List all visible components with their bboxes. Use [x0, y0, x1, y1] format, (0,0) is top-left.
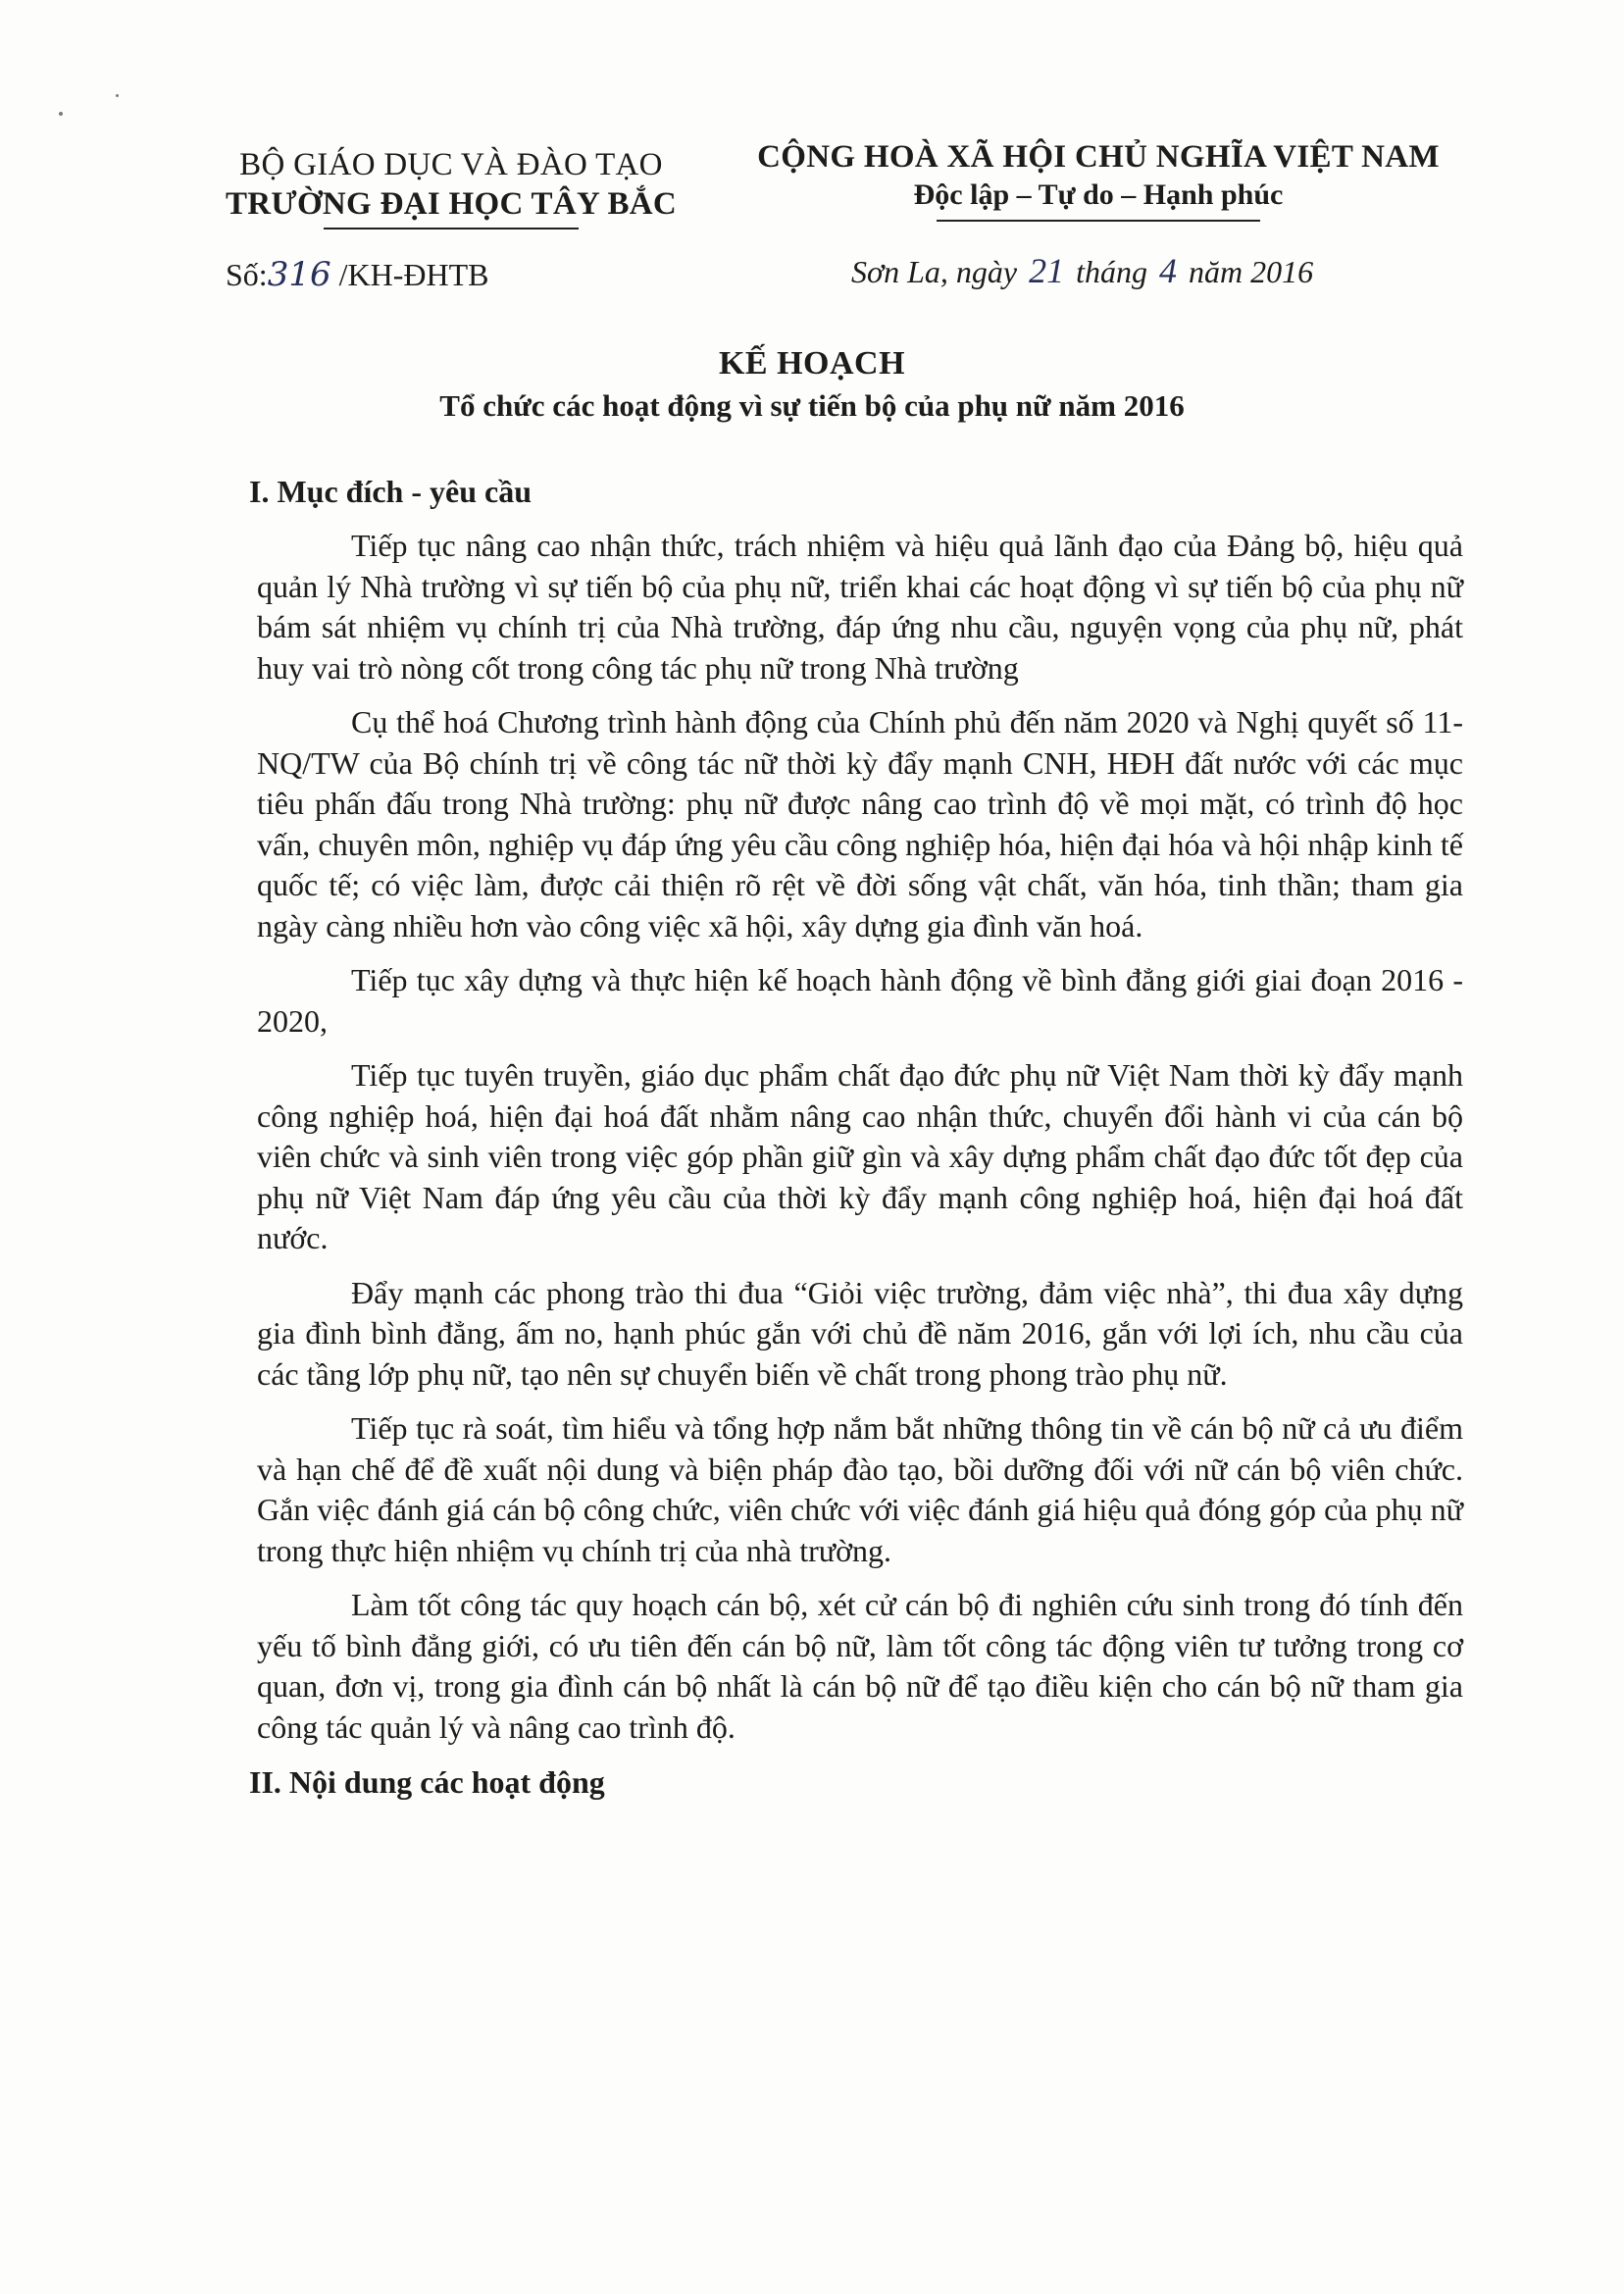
section-heading-2: II. Nội dung các hoạt động	[249, 1764, 605, 1800]
paragraph: Tiếp tục nâng cao nhận thức, trách nhiệm và hiệu quả lãnh đạo của Đảng bộ, hiệu quả quản lý Nhà trường vì sự tiến bộ của phụ nữ, triển khai các hoạt động vì sự tiến bộ của phụ nữ bám sát nhiệm vụ chính trị của Nhà trường, đáp ứng nhu cầu, nguyện vọng của phụ nữ, phát huy vai trò nòng cốt trong công tác phụ nữ trong Nhà trường	[257, 528, 1463, 686]
ministry-name: BỘ GIÁO DỤC VÀ ĐÀO TẠO	[239, 147, 663, 182]
paragraph: Cụ thể hoá Chương trình hành động của Chính phủ đến năm 2020 và Nghị quyết số 11-NQ/TW của Bộ chính trị về công tác nữ thời kỳ đẩy mạnh CNH, HĐH đất nước với các mục tiêu phấn đấu trong Nhà trường: phụ nữ được nâng cao trình độ về mọi mặt, có trình độ học vấn, chuyên môn, nghiệp vụ đáp ứng yêu cầu công nghiệp hóa, hiện đại hóa và hội nhập kinh tế quốc tế; có việc làm, được cải thiện rõ rệt về đời sống vật chất, văn hóa, tinh thần; tham gia ngày càng nhiều hơn vào công việc xã hội, xây dựng gia đình văn hoá.	[257, 704, 1463, 943]
scan-speck	[116, 94, 119, 97]
place-prefix: Sơn La, ngày	[851, 254, 1026, 289]
paragraph: Đẩy mạnh các phong trào thi đua “Giỏi việc trường, đảm việc nhà”, thi đua xây dựng gia đình bình đẳng, ấm no, hạnh phúc gắn với chủ đề năm 2016, gắn với lợi ích, nhu cầu của các tầng lớp phụ nữ, tạo nên sự chuyển biến về chất trong phong trào phụ nữ.	[257, 1274, 1463, 1392]
national-motto: Độc lập – Tự do – Hạnh phúc	[913, 178, 1284, 211]
paragraph: Làm tốt công tác quy hoạch cán bộ, xét cử cán bộ đi nghiên cứu sinh trong đó tính đến yếu tố bình đẳng giới, có ưu tiên đến cán bộ nữ, làm tốt công tác động viên tư tưởng trong cơ quan, đơn vị, trong gia đình cán bộ nhất là cán bộ nữ để tạo điều kiện cho cán bộ nữ tham gia công tác quản lý và nâng cao trình độ.	[257, 1587, 1463, 1745]
issuing-organization	[196, 145, 706, 229]
header-underline-left	[324, 228, 579, 229]
document-body	[249, 471, 1463, 1803]
national-heading	[716, 137, 1481, 222]
document-number-suffix: /KH-ĐHTB	[330, 257, 489, 292]
date-month-handwritten: 4	[1158, 251, 1177, 290]
document-title	[0, 343, 1624, 426]
scan-speck	[59, 112, 63, 116]
nation-name: CỘNG HOÀ XÃ HỘI CHỦ NGHĨA VIỆT NAM	[757, 139, 1440, 175]
place-and-date	[851, 251, 1313, 291]
document-number-handwritten: 316	[267, 255, 331, 294]
header-underline-right	[937, 220, 1260, 222]
paragraph: Tiếp tục xây dựng và thực hiện kế hoạch hành động về bình đẳng giới giai đoạn 2016 - 2020,	[257, 962, 1463, 1039]
year-label: năm 2016	[1180, 254, 1314, 289]
document-number-prefix: Số:	[226, 257, 268, 292]
title-main: KẾ HOẠCH	[718, 345, 906, 382]
month-label: tháng	[1068, 254, 1155, 289]
date-day-handwritten: 21	[1029, 251, 1065, 290]
school-name: TRƯỜNG ĐẠI HỌC TÂY BẮC	[225, 186, 678, 222]
document-number	[226, 255, 488, 294]
paragraph: Tiếp tục rà soát, tìm hiểu và tổng hợp nắm bắt những thông tin về cán bộ nữ cả ưu điểm và hạn chế để đề xuất nội dung và biện pháp đào tạo, bồi dưỡng đối với nữ cán bộ viên chức. Gắn việc đánh giá cán bộ công chức, viên chức với việc đánh giá hiệu quả đóng góp của phụ nữ trong thực hiện nhiệm vụ chính trị của nhà trường.	[257, 1410, 1463, 1568]
section-heading-1: I. Mục đích - yêu cầu	[249, 474, 532, 509]
paragraph: Tiếp tục tuyên truyền, giáo dục phẩm chất đạo đức phụ nữ Việt Nam thời kỳ đẩy mạnh công nghiệp hoá, hiện đại hoá đất nhằm nâng cao nhận thức, chuyển đổi hành vi của cán bộ viên chức và sinh viên trong việc góp phần giữ gìn và xây dựng phẩm chất đạo đức tốt đẹp của phụ nữ Việt Nam đáp ứng yêu cầu của thời kỳ đẩy mạnh công nghiệp hoá, hiện đại hoá đất nước.	[257, 1057, 1463, 1255]
title-subtitle: Tổ chức các hoạt động vì sự tiến bộ của phụ nữ năm 2016	[439, 388, 1185, 423]
